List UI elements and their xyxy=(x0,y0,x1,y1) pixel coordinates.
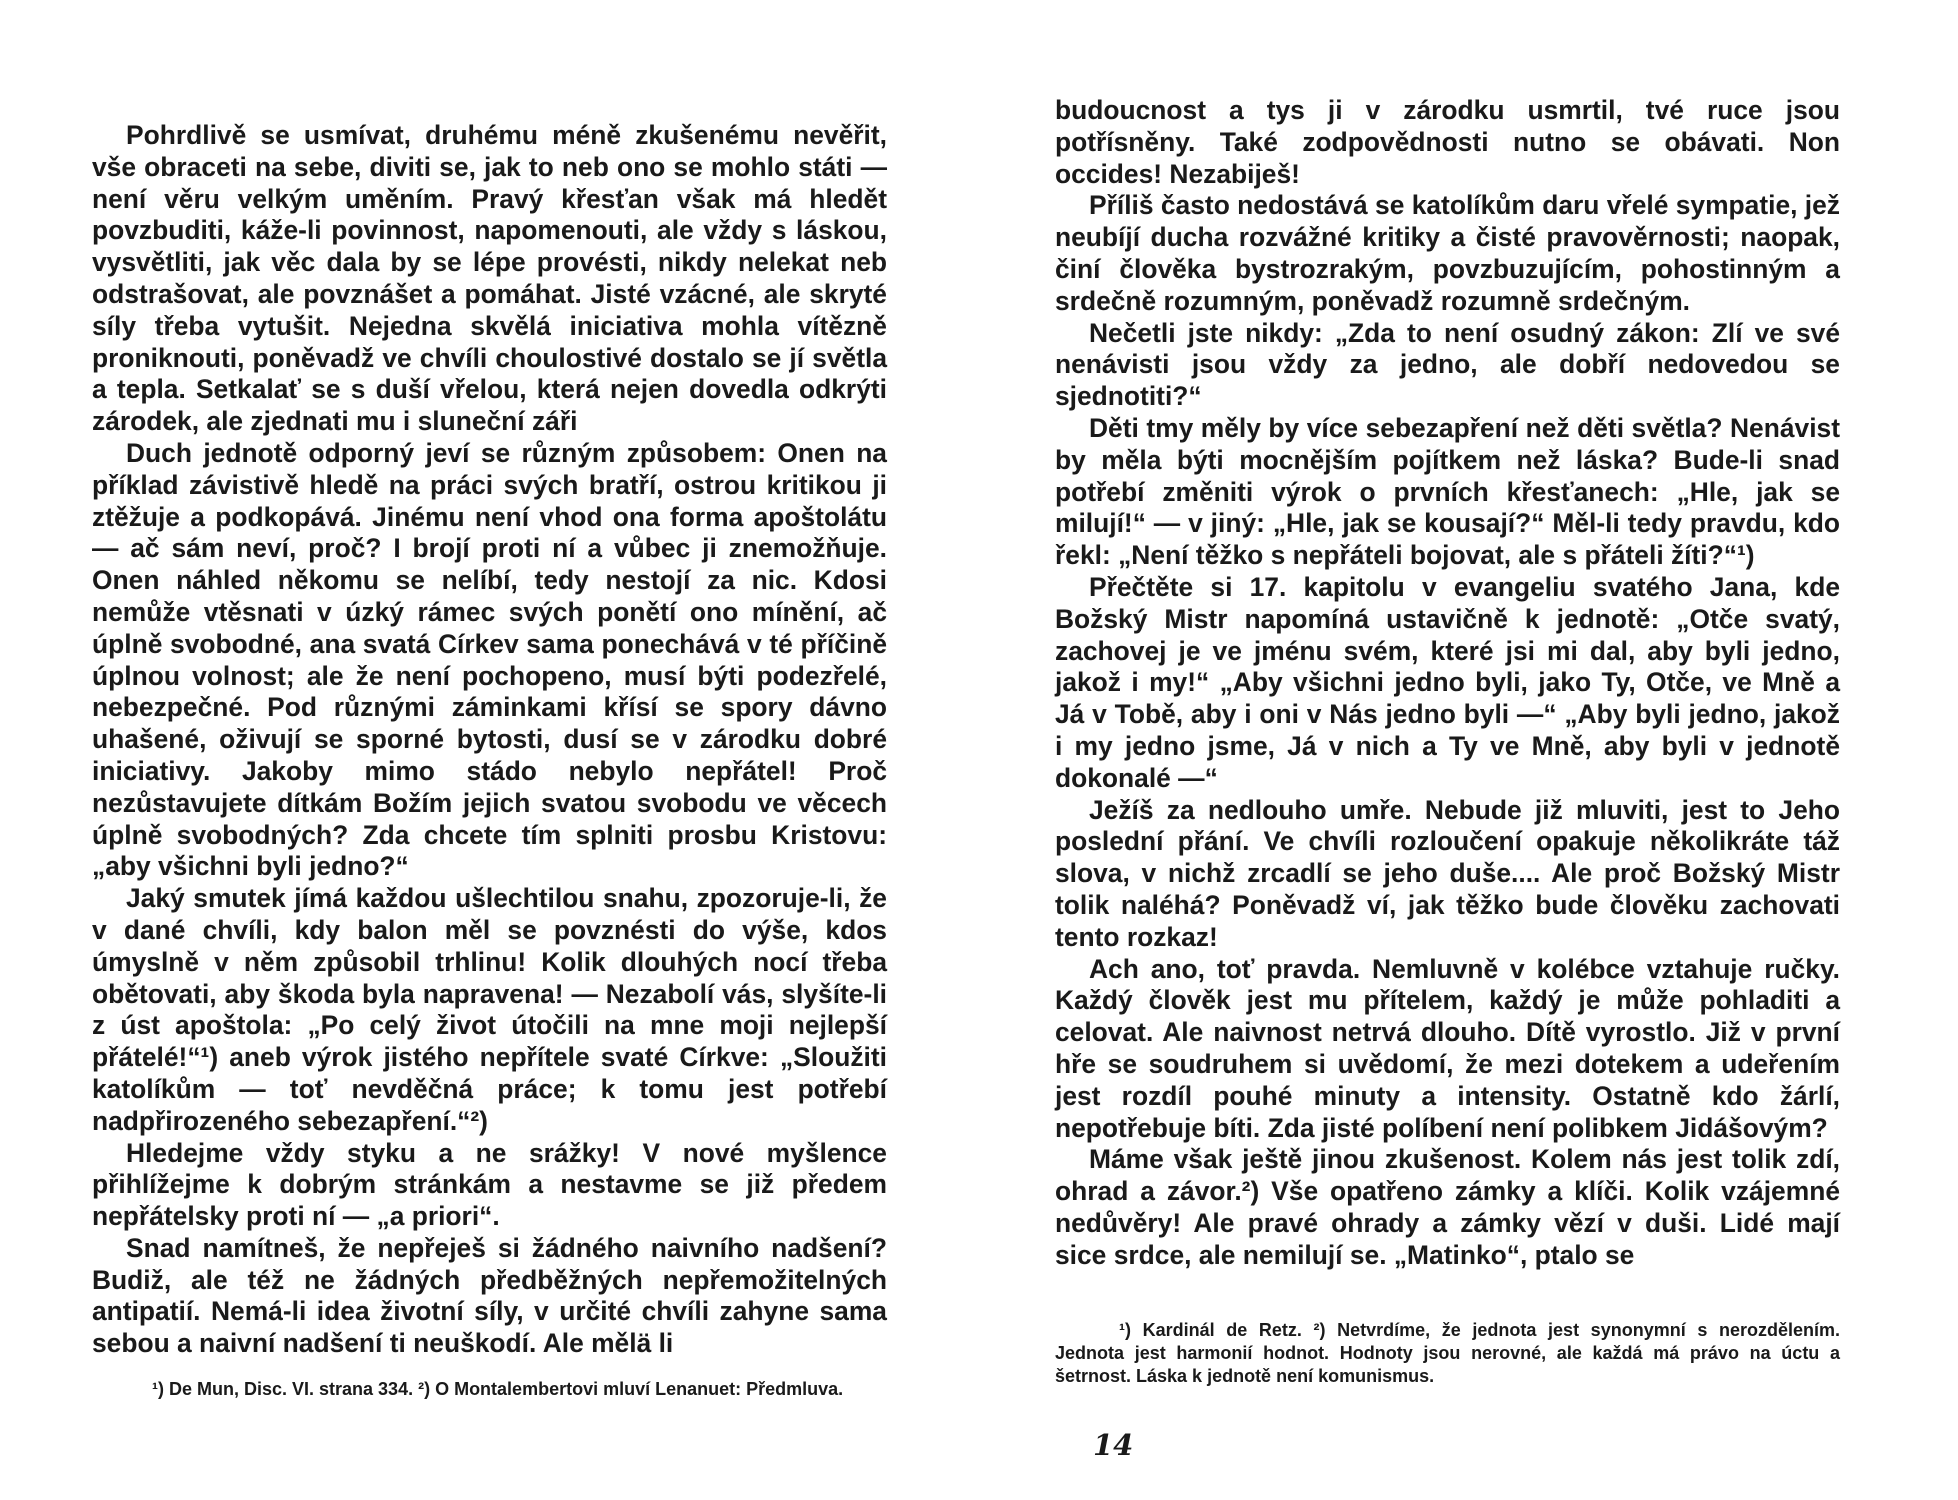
paragraph: Ach ano, toť pravda. Nemluvně v kolébce vztahuje ručky. Každý člověk jest mu přítelem, každý je může pohladiti a celovat. Ale naivnost netrvá dlouho. Dítě vyrostlo. Již v první hře se soudruhem si uvědomí, že mezi dotekem a udeřením jest rozdíl pouhé minuty a intensity. Ostatně kdo žárlí, nepotřebuje bíti. Zda jisté políbení není polibkem Jidášovým? xyxy=(1055,953,1840,1143)
paragraph: Snad namítneš, že nepřeješ si žádného naivního nadšení? Budiž, ale též ne žádných předběžných nepřemožitelných antipatií. Nemá-li idea životní síly, v určité chvíli zahyne sama sebou a naivní nadšení ti neuškodí. Ale mělä li xyxy=(92,1232,887,1359)
page-number: 14 xyxy=(1093,1428,1134,1462)
paragraph: Pohrdlivě se usmívat, druhému méně zkušenému nevěřit, vše obraceti na sebe, diviti se, jak to neb ono se mohlo státi — není věru velkým uměním. Pravý křesťan však má hledět povzbuditi, káže-li povinnost, napomenouti, ale vždy s láskou, vysvětliti, jak věc dala by se lépe provésti, nikdy nelekat neb odstrašovat, ale povznášet a pomáhat. Jisté vzácné, ale skryté síly třeba vytušit. Nejedna skvělá iniciativa mohla vítězně proniknouti, poněvadž ve chvíli choulostivé dostalo se jí světla a tepla. Setkalať se s duší vřelou, která nejen dovedla odkrýti zárodek, ale zjednati mu i sluneční záři xyxy=(92,120,887,437)
left-footnote: ¹) De Mun, Disc. VI. strana 334. ²) O Montalembertovi mluví Lenanuet: Předmluva. xyxy=(152,1379,844,1399)
paragraph: Duch jednotě odporný jeví se různým způsobem: Onen na příklad závistivě hledě na práci svých bratří, ostrou kritikou ji ztěžuje a podkopává. Jinému není vhod ona forma apoštolátu — ač sám neví, proč? I brojí proti ní a vůbec ji znemožňuje. Onen náhled někomu se nelíbí, tedy nestojí za nic. Kdosi nemůže vtěsnati v úzký rámec svých ponětí ono mínění, ač úplně svobodné, ana svatá Církev sama ponechává v té příčině úplnou volnost; ale že není pochopeno, musí býti podezřelé, nebezpečné. Pod různými záminkami křísí se spory dávno uhašené, oživují se sporné bytosti, dusí se v zárodku dobré iniciativy. Jakoby mimo stádo nebylo nepřátel! Proč nezůstavujete dítkám Božím jejich svatou svobodu ve věcech úplně svobodných? Zda chcete tím splniti prosbu Kristovu: „aby všichni byli jedno?“ xyxy=(92,437,887,882)
paragraph: Ježíš za nedlouho umře. Nebude již mluviti, jest to Jeho poslední přání. Ve chvíli rozloučení opakuje několikráte táž slova, v nichž zrcadlí se jeho duše.... Ale proč Božský Mistr tolik naléhá? Poněvadž ví, jak těžko bude člověku zachovati tento rozkaz! xyxy=(1055,794,1840,952)
paragraph: Máme však ještě jinou zkušenost. Kolem nás jest tolik zdí, ohrad a závor.²) Vše opatřeno zámky a klíči. Kolik vzájemné nedůvěry! Ale pravé ohrady a zámky vězí v duši. Lidé mají sice srdce, ale nemilují se. „Matinko“, ptalo se xyxy=(1055,1144,1840,1270)
left-page-body xyxy=(92,120,887,1360)
paragraph: Nečetli jste nikdy: „Zda to není osudný zákon: Zlí ve své nenávisti jsou vždy za jedno, ale dobří nedovedou se sjednotiti?“ xyxy=(1055,317,1840,412)
paragraph: Příliš často nedostává se katolíkům daru vřelé sympatie, jež neubíjí ducha rozvážné kritiky a čisté pravověrnosti; naopak, činí člověka bystrozrakým, povzbuzujícím, pohostinným a srdečně rozumným, poněvadž rozumně srdečným. xyxy=(1055,190,1840,316)
paragraph: Přečtěte si 17. kapitolu v evangeliu svatého Jana, kde Božský Mistr napomíná ustavičně k jednotě: „Otče svatý, zachovej je ve jménu svém, které jsi mi dal, aby byli jedno, jakož i my!“ „Aby všichni jedno byli, jako Ty, Otče, ve Mně a Já v Tobě, aby i oni v Nás jedno byli —“ „Aby byli jedno, jakož i my jedno jsme, Já v nich a Ty ve Mně, aby byli v jednotě dokonalé —“ xyxy=(1055,571,1840,793)
right-page-body xyxy=(1055,95,1840,1271)
paragraph: Jaký smutek jímá každou ušlechtilou snahu, zpozoruje-li, že v dané chvíli, kdy balon měl se povznésti do výše, kdos úmyslně v něm způsobil trhlinu! Kolik dlouhých nocí třeba obětovati, aby škoda byla napravena! — Nezabolí vás, slyšíte-li z úst apoštola: „Po celý život útočili na mne moji nejlepší přátelé!“¹) aneb výrok jistého nepřítele svaté Církve: „Sloužiti katolíkům — toť nevděčná práce; k tomu jest potřebí nadpřirozeného sebezapření.“²) xyxy=(92,883,887,1136)
paragraph: budoucnost a tys ji v zárodku usmrtil, tvé ruce jsou potřísněny. Také zodpovědnosti nutno se obávati. Non occides! Nezabiješ! xyxy=(1055,95,1840,189)
paragraph: Děti tmy měly by více sebezapření než děti světla? Nenávist by měla býti mocnějším pojítkem než láska? Bude-li snad potřebí změniti výrok o prvních křesťanech: „Hle, jak se milují!“ — v jiný: „Hle, jak se kousají?“ Měl-li tedy pravdu, kdo řekl: „Není těžko s nepřáteli bojovat, ale s přáteli žíti?“¹) xyxy=(1055,412,1840,571)
paragraph: Hledejme vždy styku a ne srážky! V nové myšlence přihlížejme k dobrým stránkám a nestavme se již předem nepřátelsky proti ní — „a priori“. xyxy=(92,1137,887,1232)
right-footnote: ¹) Kardinál de Retz. ²) Netvrdíme, že jednota jest synonymní s nerozdělením. Jednota jest harmonií hodnot. Hodnoty jsou nerovné, ale každá má právo na úctu a šetrnost. Láska k jednotě není komunismus. xyxy=(1055,1320,1840,1386)
